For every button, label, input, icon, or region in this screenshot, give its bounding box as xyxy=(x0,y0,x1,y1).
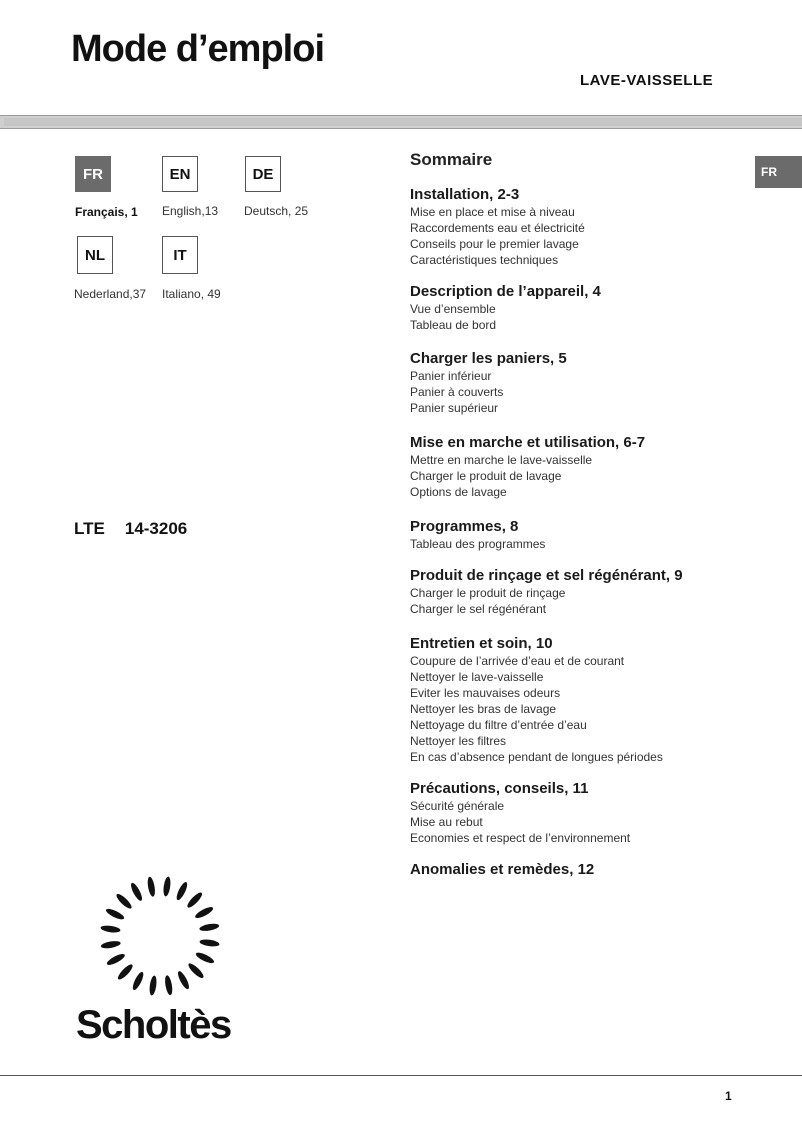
toc-section-utilisation xyxy=(410,433,645,500)
lang-tab-en[interactable]: EN xyxy=(162,156,198,192)
toc-item[interactable]: Eviter les mauvaises odeurs xyxy=(410,686,561,700)
logo-ray xyxy=(187,961,206,979)
logo-ray xyxy=(164,975,174,996)
lang-tab-fr[interactable]: FR xyxy=(75,156,111,192)
toc-item[interactable]: Mise en place et mise à niveau xyxy=(410,205,575,219)
toc-item[interactable]: Mise au rebut xyxy=(410,815,483,829)
logo-ray xyxy=(129,882,144,903)
logo-ray xyxy=(162,876,171,897)
document-title: Mode d’emploi xyxy=(71,28,324,70)
product-type: LAVE-VAISSELLE xyxy=(580,72,714,89)
model-code: 14-3206 xyxy=(124,519,188,538)
toc-section-anomalies xyxy=(410,860,594,879)
logo-ray xyxy=(116,963,134,982)
toc-section-precautions xyxy=(410,779,630,846)
toc-item[interactable]: Nettoyer les filtres xyxy=(410,734,507,748)
toc-item[interactable]: Charger le sel régénérant xyxy=(410,602,547,616)
logo-ray xyxy=(195,951,216,966)
logo-ray xyxy=(106,952,127,967)
toc-item[interactable]: Sécurité générale xyxy=(410,799,505,813)
toc-item[interactable]: En cas d’absence pendant de longues périodes xyxy=(410,750,663,764)
logo-ray xyxy=(105,907,126,922)
toc-item[interactable]: Caractéristiques techniques xyxy=(410,253,559,267)
side-language-tab[interactable]: FR xyxy=(755,156,802,188)
footer-divider xyxy=(0,1075,802,1076)
logo-ray xyxy=(148,975,157,996)
toc-item[interactable]: Coupure de l’arrivée d’eau et de courant xyxy=(410,654,625,668)
toc-section-paniers xyxy=(410,349,567,416)
toc-section-installation xyxy=(410,185,585,268)
toc-section-title[interactable]: Description de l’appareil, 4 xyxy=(410,283,601,300)
model-number xyxy=(74,519,187,539)
lang-label-it: Italiano, 49 xyxy=(162,287,221,301)
toc-section-title[interactable]: Entretien et soin, 10 xyxy=(410,635,553,652)
toc-item[interactable]: Options de lavage xyxy=(410,485,507,499)
lang-label-nl: Nederland,37 xyxy=(74,287,147,301)
toc-section-title[interactable]: Précautions, conseils, 11 xyxy=(410,780,589,797)
logo-ray xyxy=(199,938,220,947)
logo-ray xyxy=(146,876,156,897)
lang-tab-it[interactable]: IT xyxy=(162,236,198,274)
toc-item[interactable]: Panier inférieur xyxy=(410,369,492,383)
toc-item[interactable]: Conseils pour le premier lavage xyxy=(410,237,579,251)
toc-item[interactable]: Charger le produit de lavage xyxy=(410,469,562,483)
toc-section-title[interactable]: Anomalies et remèdes, 12 xyxy=(410,861,595,878)
logo-ray xyxy=(199,922,220,932)
toc-item[interactable]: Nettoyer le lave-vaisselle xyxy=(410,670,544,684)
toc-item[interactable]: Raccordements eau et électricité xyxy=(410,221,585,235)
model-prefix: LTE xyxy=(74,519,105,538)
toc-section-title[interactable]: Installation, 2-3 xyxy=(410,186,520,203)
toc-item[interactable]: Panier à couverts xyxy=(410,385,504,399)
toc-section-description xyxy=(410,282,601,333)
toc-item[interactable]: Nettoyer les bras de lavage xyxy=(410,702,557,716)
logo-ray xyxy=(194,905,215,920)
toc-section-entretien xyxy=(410,634,663,765)
brand-wordmark: Scholtès xyxy=(76,1003,231,1047)
toc-item[interactable]: Panier supérieur xyxy=(410,401,499,415)
logo-ray xyxy=(131,971,146,992)
toc-item[interactable]: Nettoyage du filtre d’entrée d’eau xyxy=(410,718,587,732)
logo-ray xyxy=(100,940,121,950)
toc-item[interactable]: Tableau des programmes xyxy=(410,537,546,551)
logo-ray xyxy=(176,970,191,991)
toc-section-programmes xyxy=(410,517,545,552)
logo-ray xyxy=(115,892,134,910)
lang-tab-nl[interactable]: NL xyxy=(77,236,113,274)
toc-item[interactable]: Charger le produit de rinçage xyxy=(410,586,566,600)
lang-tab-de[interactable]: DE xyxy=(245,156,281,192)
toc-section-rincage xyxy=(410,566,683,617)
toc-section-title[interactable]: Programmes, 8 xyxy=(410,518,519,535)
logo-ray xyxy=(100,924,121,933)
logo-ray xyxy=(185,891,203,910)
lang-label-fr: Français, 1 xyxy=(75,205,138,219)
toc-heading: Sommaire xyxy=(410,150,493,169)
toc-item[interactable]: Economies et respect de l’environnement xyxy=(410,831,631,845)
page-number: 1 xyxy=(725,1089,732,1103)
toc-item[interactable]: Mettre en marche le lave-vaisselle xyxy=(410,453,593,467)
toc-section-title[interactable]: Produit de rinçage et sel régénérant, 9 xyxy=(410,567,683,584)
toc-section-title[interactable]: Charger les paniers, 5 xyxy=(410,350,567,367)
toc-item[interactable]: Tableau de bord xyxy=(410,318,497,332)
toc-section-title[interactable]: Mise en marche et utilisation, 6-7 xyxy=(410,434,646,451)
toc-item[interactable]: Vue d’ensemble xyxy=(410,302,496,316)
lang-label-de: Deutsch, 25 xyxy=(244,204,309,218)
logo-ray xyxy=(175,881,190,902)
header-divider xyxy=(0,115,802,129)
lang-label-en: English,13 xyxy=(162,204,219,218)
